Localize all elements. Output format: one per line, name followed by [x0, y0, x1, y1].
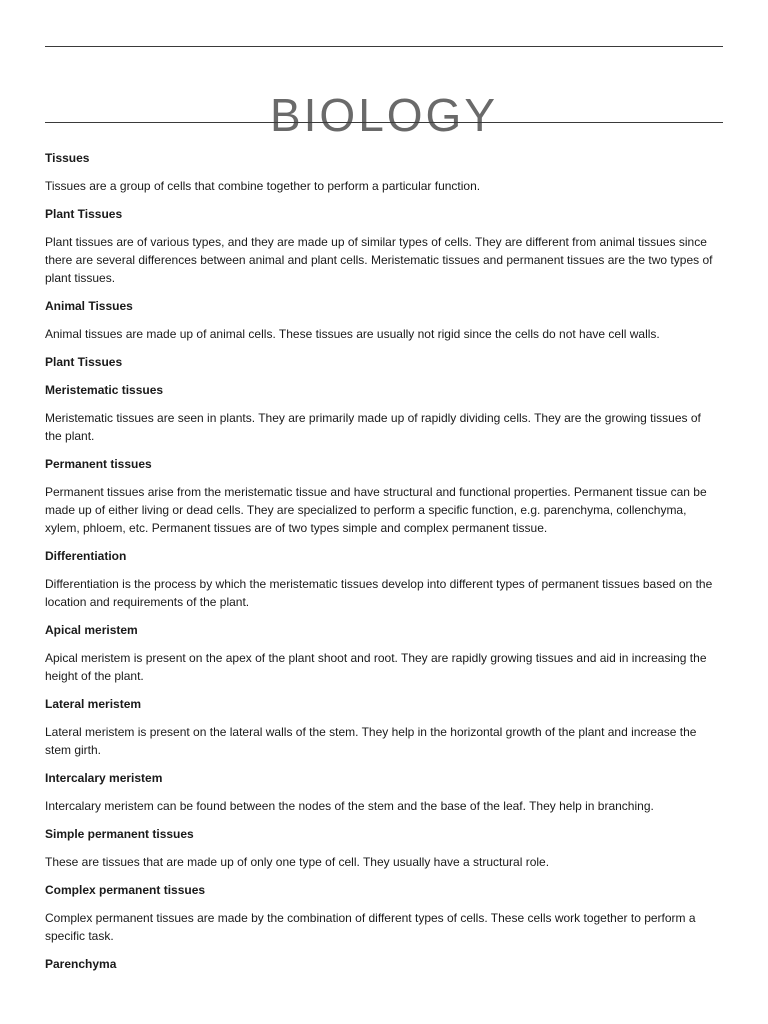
section-text: Lateral meristem is present on the lateral walls of the stem. They help in the horizontal growth of the plant and increase the stem girth. [45, 725, 697, 757]
section-text: Differentiation is the process by which the meristematic tissues develop into different types of permanent tissues based on the location and requirements of the plant. [45, 577, 713, 609]
section-text: Apical meristem is present on the apex of the plant shoot and root. They are rapidly growing tissues and aid in increasing the height of the plant. [45, 651, 707, 683]
bottom-divider [45, 122, 723, 123]
section-heading: Permanent tissues [45, 457, 152, 471]
section-text: Tissues are a group of cells that combine together to perform a particular function. [45, 179, 481, 193]
section-text: Intercalary meristem can be found between the nodes of the stem and the base of the leaf. They help in branching. [45, 799, 654, 813]
section-heading: Lateral meristem [45, 697, 142, 711]
section-heading: Simple permanent tissues [45, 827, 194, 841]
section-heading: Animal Tissues [45, 299, 133, 313]
section-text: Permanent tissues arise from the meristematic tissue and have structural and functional properties. Permanent tissue can be made up of either living or dead cells. They are specialized to perform a specific function, e.g. parenchyma, collenchyma, xylem, phloem, etc. Permanent tissues are of two types simple and complex permanent tissue. [45, 485, 707, 535]
document-body [45, 149, 717, 983]
section-text: Meristematic tissues are seen in plants. They are primarily made up of rapidly dividing cells. They are the growing tissues of the plant. [45, 411, 701, 443]
section-heading: Parenchyma [45, 957, 117, 971]
section-text: These are tissues that are made up of only one type of cell. They usually have a structural role. [45, 855, 550, 869]
document-title: BIOLOGY [269, 88, 499, 141]
section-heading: Meristematic tissues [45, 383, 164, 397]
section-heading: Differentiation [45, 549, 127, 563]
section-heading: Plant Tissues [45, 207, 123, 221]
section-text: Complex permanent tissues are made by the combination of different types of cells. These cells work together to perform a specific task. [45, 911, 696, 943]
section-text: Plant tissues are of various types, and they are made up of similar types of cells. They are different from animal tissues since there are several differences between animal and plant cells. Meristematic tissues and permanent tissues are the two types of plant tissues. [45, 235, 713, 285]
section-heading: Complex permanent tissues [45, 883, 206, 897]
section-heading: Tissues [45, 151, 90, 165]
section-text: Animal tissues are made up of animal cells. These tissues are usually not rigid since the cells do not have cell walls. [45, 327, 660, 341]
section-heading: Apical meristem [45, 623, 138, 637]
section-heading: Plant Tissues [45, 355, 123, 369]
top-divider [45, 46, 723, 47]
section-heading: Intercalary meristem [45, 771, 163, 785]
